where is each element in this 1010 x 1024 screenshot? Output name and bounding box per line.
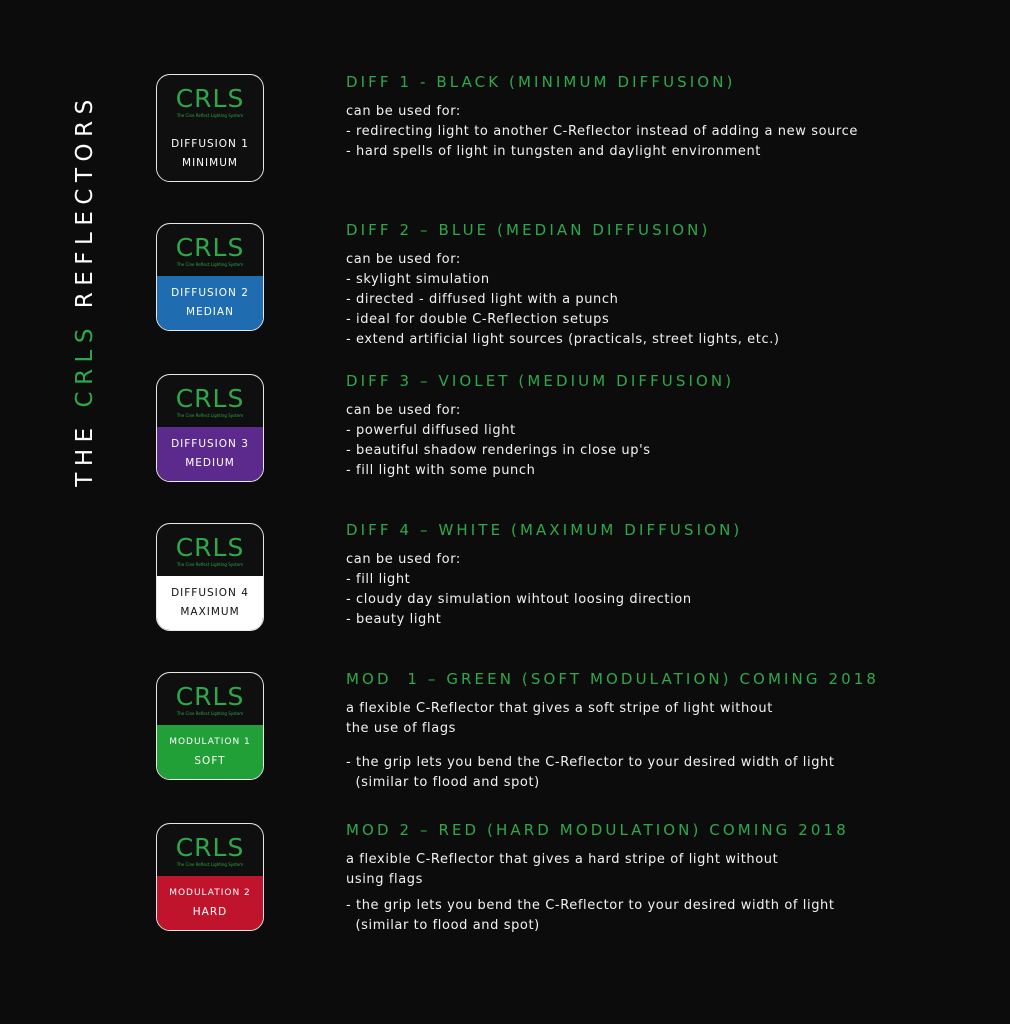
- badge-band: [157, 876, 263, 930]
- badge-line1: MODULATION 2: [169, 888, 251, 898]
- bullet-item: - beautiful shadow renderings in close up's: [346, 443, 651, 458]
- crls-logo: CRLS: [175, 682, 245, 711]
- reflector-heading: MOD 1 – GREEN (SOFT MODULATION) COMING 2018: [346, 670, 880, 688]
- crls-logo-tagline: The Cine Reflect Lighting System: [176, 562, 244, 567]
- reflector-description: [346, 669, 966, 793]
- reflector-badge-diff2: [156, 223, 264, 331]
- reflector-badge-diff3: [156, 374, 264, 482]
- bullet-item: (similar to flood and spot): [346, 918, 540, 933]
- badge-line1: DIFFUSION 3: [171, 438, 249, 450]
- crls-logo: CRLS: [175, 384, 245, 413]
- badge-line2: HARD: [192, 906, 228, 918]
- badge-line1: DIFFUSION 4: [171, 587, 249, 599]
- side-title-prefix: THE: [72, 421, 98, 487]
- badge-line2: MAXIMUM: [180, 606, 240, 618]
- intro-text: the use of flags: [346, 721, 457, 736]
- bullet-item: - extend artificial light sources (practicals, street lights, etc.): [346, 332, 780, 347]
- bullet-item: - ideal for double C-Reflection setups: [346, 312, 610, 327]
- badge-line2: SOFT: [194, 755, 226, 767]
- reflector-heading: DIFF 1 - BLACK (MINIMUM DIFFUSION): [346, 73, 736, 91]
- badge-line1: DIFFUSION 1: [171, 138, 249, 150]
- badge-band: [157, 276, 263, 330]
- bullet-item: - fill light with some punch: [346, 463, 536, 478]
- crls-logo: CRLS: [175, 84, 245, 113]
- reflector-badge-diff1: [156, 74, 264, 182]
- crls-logo: CRLS: [175, 833, 245, 862]
- reflector-badge-diff4: [156, 523, 264, 631]
- badge-band: [157, 576, 263, 630]
- reflector-description: [346, 72, 966, 162]
- bullet-item: - redirecting light to another C-Reflector instead of adding a new source: [346, 124, 858, 139]
- intro-text: can be used for:: [346, 552, 461, 567]
- bullet-item: - skylight simulation: [346, 272, 490, 287]
- badge-band: [157, 127, 263, 181]
- intro-text: a flexible C-Reflector that gives a hard stripe of light without: [346, 852, 779, 867]
- badge-line2: MEDIUM: [185, 457, 235, 469]
- crls-logo-tagline: The Cine Reflect Lighting System: [176, 862, 244, 867]
- intro-text: can be used for:: [346, 403, 461, 418]
- reflector-heading: DIFF 4 – WHITE (MAXIMUM DIFFUSION): [346, 521, 743, 539]
- reflector-description: [346, 520, 966, 630]
- badge-band: [157, 427, 263, 481]
- crls-logo: CRLS: [175, 233, 245, 262]
- reflector-badge-mod2: [156, 823, 264, 931]
- crls-logo-tagline: The Cine Reflect Lighting System: [176, 113, 244, 118]
- bullet-item: - powerful diffused light: [346, 423, 516, 438]
- badge-line1: MODULATION 1: [169, 737, 251, 747]
- badge-line2: MEDIAN: [186, 306, 234, 318]
- intro-text: can be used for:: [346, 252, 461, 267]
- intro-text: using flags: [346, 872, 424, 887]
- badge-line1: DIFFUSION 2: [171, 287, 249, 299]
- bullet-item: (similar to flood and spot): [346, 775, 540, 790]
- crls-logo-tagline: The Cine Reflect Lighting System: [176, 711, 244, 716]
- bullet-item: - the grip lets you bend the C-Reflector to your desired width of light: [346, 755, 835, 770]
- bullet-item: - beauty light: [346, 612, 442, 627]
- side-title: [65, 90, 105, 490]
- reflector-heading: MOD 2 – RED (HARD MODULATION) COMING 2018: [346, 821, 849, 839]
- side-title-suffix: REFLECTORS: [72, 93, 98, 309]
- reflector-description: [346, 820, 966, 936]
- reflector-description: [346, 371, 966, 481]
- crls-logo-tagline: The Cine Reflect Lighting System: [176, 413, 244, 418]
- badge-band: [157, 725, 263, 779]
- bullet-item: - hard spells of light in tungsten and daylight environment: [346, 144, 761, 159]
- bullet-item: - directed - diffused light with a punch: [346, 292, 619, 307]
- reflector-badge-mod1: [156, 672, 264, 780]
- crls-logo: CRLS: [175, 533, 245, 562]
- reflector-description: [346, 220, 966, 350]
- crls-logo-tagline: The Cine Reflect Lighting System: [176, 262, 244, 267]
- bullet-item: - the grip lets you bend the C-Reflector to your desired width of light: [346, 898, 835, 913]
- bullet-item: - cloudy day simulation wihtout loosing direction: [346, 592, 692, 607]
- intro-text: can be used for:: [346, 104, 461, 119]
- reflector-heading: DIFF 3 – VIOLET (MEDIUM DIFFUSION): [346, 372, 735, 390]
- reflector-heading: DIFF 2 – BLUE (MEDIAN DIFFUSION): [346, 221, 711, 239]
- side-title-accent: CRLS: [72, 322, 98, 408]
- badge-line2: MINIMUM: [182, 157, 238, 169]
- intro-text: a flexible C-Reflector that gives a soft stripe of light without: [346, 701, 773, 716]
- bullet-item: - fill light: [346, 572, 411, 587]
